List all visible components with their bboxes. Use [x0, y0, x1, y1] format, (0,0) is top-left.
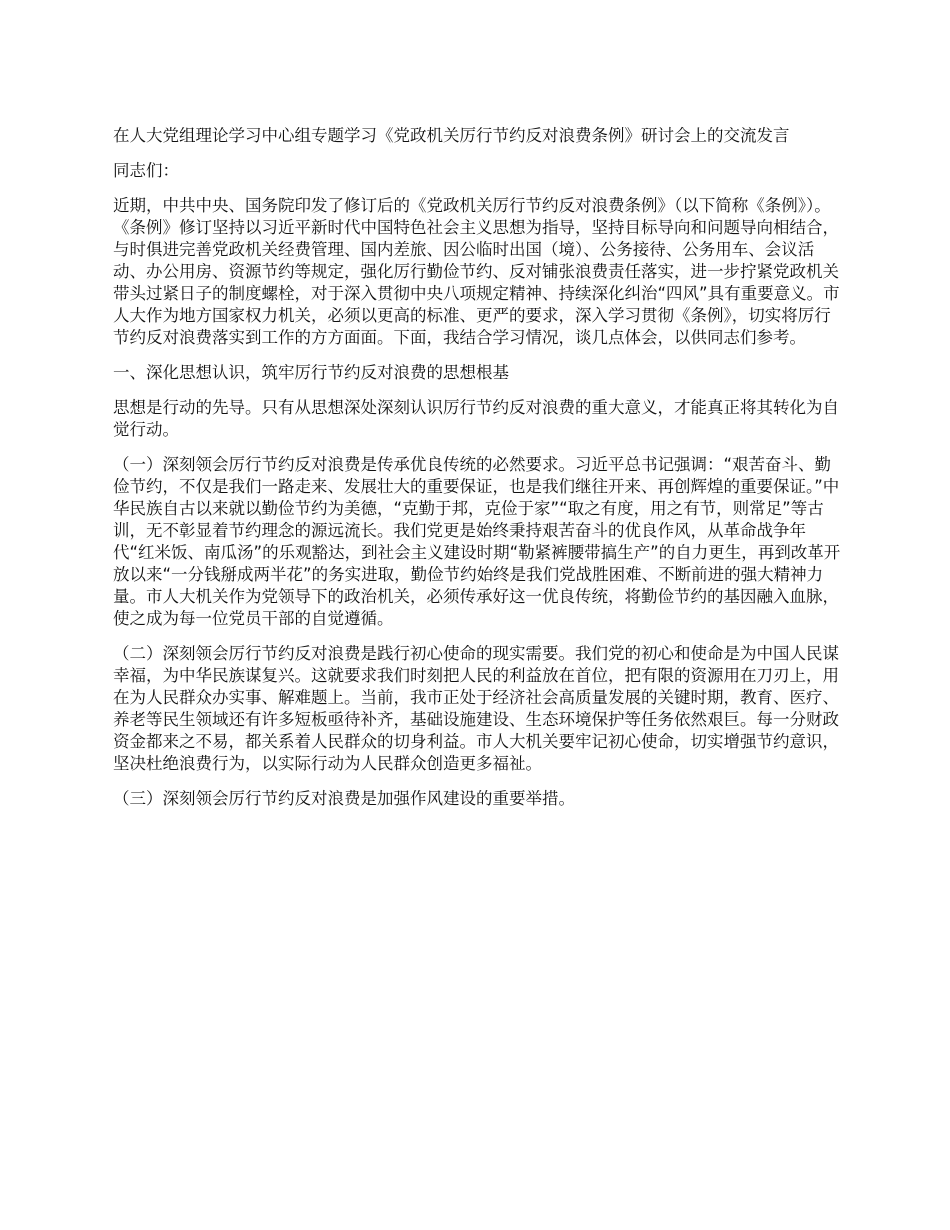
paragraph-point-1: （一）深刻领会厉行节约反对浪费是传承优良传统的必然要求。习近平总书记强调：“艰苦奋斗、勤俭节约，不仅是我们一路走来、发展壮大的重要保证，也是我们继往开来、再创辉煌的重要保证。”中华民族自古以来就以勤俭节约为美德，“克勤于邦，克俭于家”“取之有度，用之有节，则常足”等古训，无不彰显着节约理念的源远流长。我们党更是始终秉持艰苦奋斗的优良作风，从革命战争年代“红米饭、南瓜汤”的乐观豁达，到社会主义建设时期“勒紧裤腰带搞生产”的自力更生，再到改革开放以来“一分钱掰成两半花”的务实进取，勤俭节约始终是我们党战胜困难、不断前进的强大精神力量。市人大机关作为党领导下的政治机关，必须传承好这一优良传统，将勤俭节约的基因融入血脉，使之成为每一位党员干部的自觉遵循。	[113, 455, 841, 628]
paragraph-point-3: （三）深刻领会厉行节约反对浪费是加强作风建设的重要举措。	[113, 789, 575, 808]
document-title: 在人大党组理论学习中心组专题学习《党政机关厉行节约反对浪费条例》研讨会上的交流发言	[113, 126, 790, 145]
document-page	[113, 125, 841, 823]
section-heading-1: 一、深化思想认识，筑牢厉行节约反对浪费的思想根基	[113, 363, 509, 382]
salutation: 同志们：	[113, 161, 179, 180]
paragraph-section-1-lead: 思想是行动的先导。只有从思想深处深刻认识厉行节约反对浪费的重大意义，才能真正将其转化为自觉行动。	[113, 398, 839, 439]
paragraph-intro: 近期，中共中央、国务院印发了修订后的《党政机关厉行节约反对浪费条例》（以下简称《条例》）。《条例》修订坚持以习近平新时代中国特色社会主义思想为指导，坚持目标导向和问题导向相结合，与时俱进完善党政机关经费管理、国内差旅、因公临时出国（境）、公务接待、公务用车、会议活动、办公用房、资源节约等规定，强化厉行勤俭节约、反对铺张浪费责任落实，进一步拧紧党政机关带头过紧日子的制度螺栓，对于深入贯彻中央八项规定精神、持续深化纠治“四风”具有重要意义。市人大作为地方国家权力机关，必须以更高的标准、更严的要求，深入学习贯彻《条例》，切实将厉行节约反对浪费落实到工作的方方面面。下面，我结合学习情况，谈几点体会，以供同志们参考。	[113, 196, 840, 347]
paragraph-point-2: （二）深刻领会厉行节约反对浪费是践行初心使命的现实需要。我们党的初心和使命是为中国人民谋幸福，为中华民族谋复兴。这就要求我们时刻把人民的利益放在首位，把有限的资源用在刀刃上，用在为人民群众办实事、解难题上。当前，我市正处于经济社会高质量发展的关键时期，教育、医疗、养老等民生领域还有许多短板亟待补齐，基础设施建设、生态环境保护等任务依然艰巨。每一分财政资金都来之不易，都关系着人民群众的切身利益。市人大机关要牢记初心使命，切实增强节约意识，坚决杜绝浪费行为，以实际行动为人民群众创造更多福祉。	[113, 644, 839, 773]
